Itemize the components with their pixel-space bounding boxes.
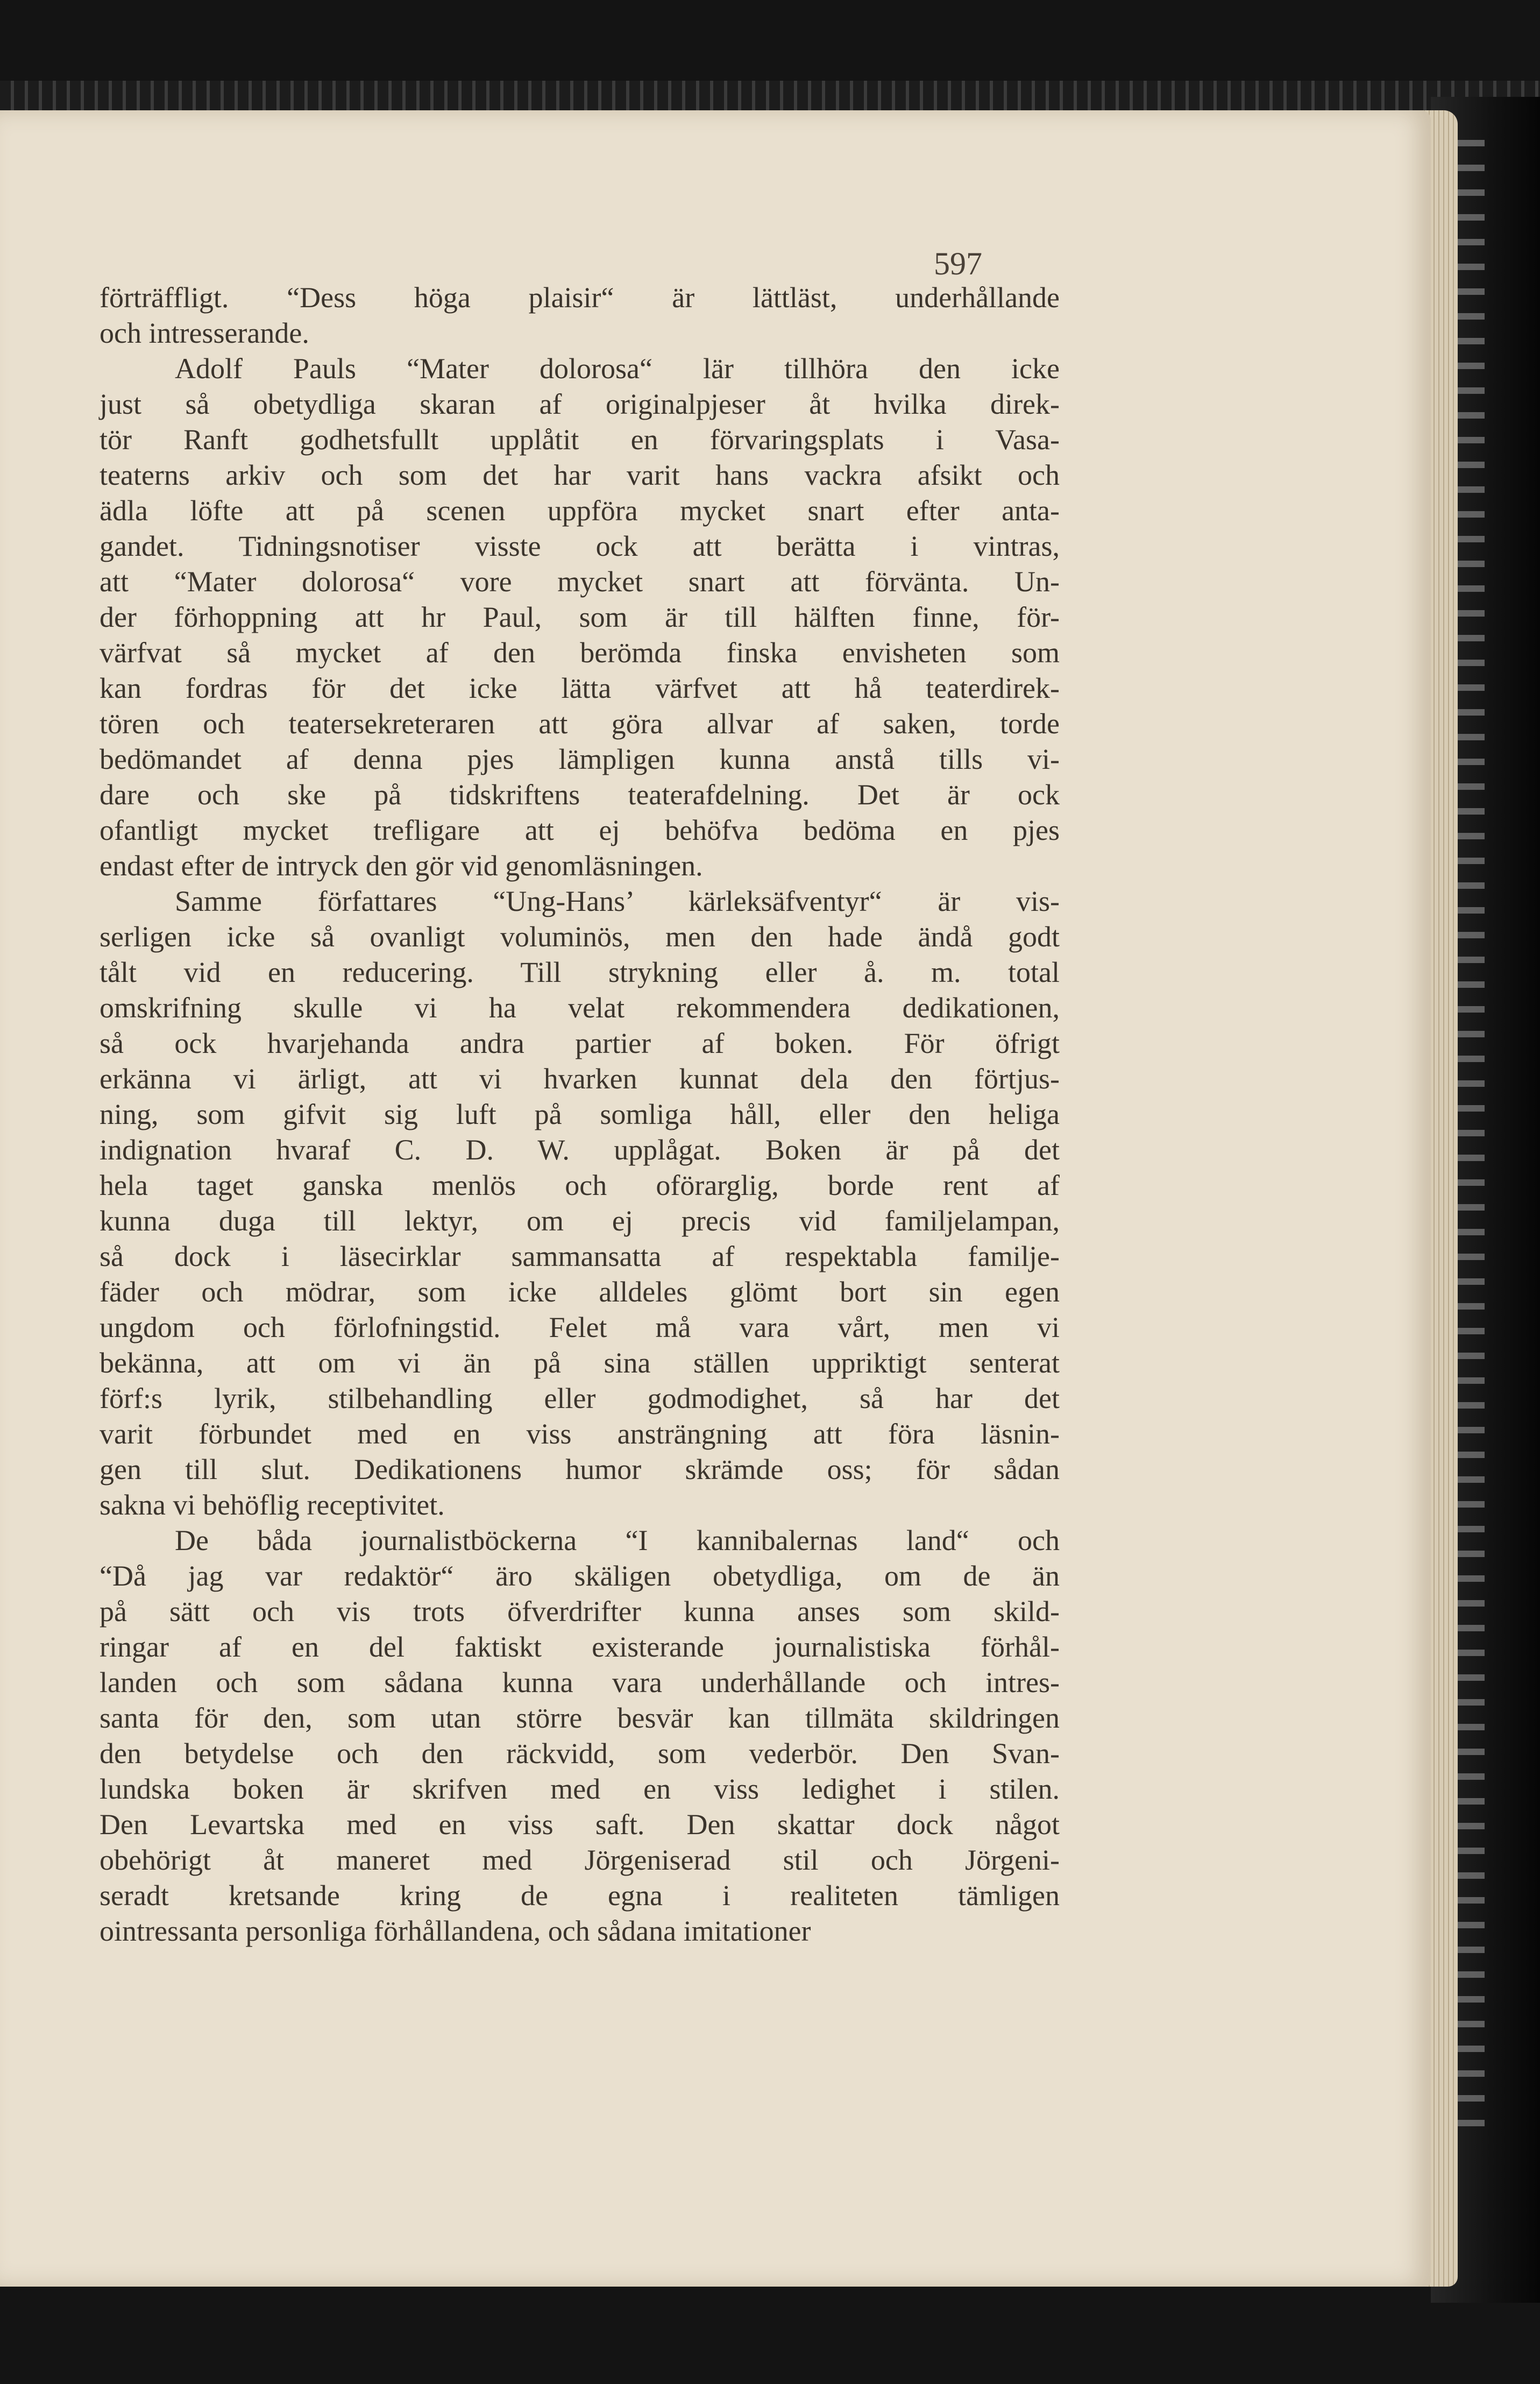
text-line: så ock hvarjehanda andra partier af boken. För öfrigt bbox=[100, 1027, 1060, 1059]
text-line: seradt kretsande kring de egna i realiteten tämligen bbox=[100, 1879, 1060, 1912]
text-line: den betydelse och den räckvidd, som vederbör. Den Svan- bbox=[100, 1737, 1060, 1770]
text-line: att “Mater dolorosa“ vore mycket snart att förvänta. Un- bbox=[100, 565, 1060, 598]
text-line: på sätt och vis trots öfverdrifter kunna anses som skild- bbox=[100, 1595, 1060, 1628]
text-line: ringar af en del faktiskt existerande journalistiska förhål- bbox=[100, 1631, 1060, 1663]
text-line: och intresserande. bbox=[100, 317, 309, 349]
text-line: hela taget ganska menlös och oförarglig, borde rent af bbox=[100, 1169, 1060, 1201]
text-line: fäder och mödrar, som icke alldeles glömt bort sin egen bbox=[100, 1276, 1060, 1308]
text-line: Samme författares “Ung-Hans’ kärleksäfventyr“ är vis- bbox=[175, 885, 1060, 917]
text-line: “Då jag var redaktör“ äro skäligen obetydliga, om de än bbox=[100, 1560, 1060, 1592]
text-line: ointressanta personliga förhållandena, och sådana imitationer bbox=[100, 1915, 811, 1947]
text-line: bedömandet af denna pjes lämpligen kunna anstå tills vi- bbox=[100, 743, 1060, 775]
text-line: varit förbundet med en viss ansträngning att föra läsnin- bbox=[100, 1418, 1060, 1450]
text-line: bekänna, att om vi än på sina ställen uppriktigt senterat bbox=[100, 1347, 1060, 1379]
text-line: Adolf Pauls “Mater dolorosa“ lär tillhöra den icke bbox=[175, 352, 1060, 385]
text-line: sakna vi behöflig receptivitet. bbox=[100, 1489, 445, 1521]
text-line: värfvat så mycket af den berömda finska envisheten som bbox=[100, 636, 1060, 669]
text-line: lundska boken är skrifven med en viss ledighet i stilen. bbox=[100, 1773, 1060, 1805]
text-line: teaterns arkiv och som det har varit hans vackra afsikt och bbox=[100, 459, 1060, 491]
text-line: omskrifning skulle vi ha velat rekommendera dedikationen, bbox=[100, 992, 1060, 1024]
text-line: ofantligt mycket trefligare att ej behöfva bedöma en pjes bbox=[100, 814, 1060, 846]
text-line: förträffligt. “Dess höga plaisir“ är lättläst, underhållande bbox=[100, 281, 1060, 314]
text-line: der förhoppning att hr Paul, som är till hälften finne, för- bbox=[100, 601, 1060, 633]
text-line: De båda journalistböckerna “I kannibalernas land“ och bbox=[175, 1524, 1060, 1557]
text-line: landen och som sådana kunna vara underhållande och intres- bbox=[100, 1666, 1060, 1699]
text-line: tören och teatersekreteraren att göra allvar af saken, torde bbox=[100, 708, 1060, 740]
text-line: obehörigt åt maneret med Jörgeniserad stil och Jörgeni- bbox=[100, 1844, 1060, 1876]
text-line: ädla löfte att på scenen uppföra mycket snart efter anta- bbox=[100, 494, 1060, 527]
spine-ornament bbox=[1455, 140, 1485, 2131]
text-line: santa för den, som utan större besvär kan tillmäta skildringen bbox=[100, 1702, 1060, 1734]
text-line: så dock i läsecirklar sammansatta af respektabla familje- bbox=[100, 1240, 1060, 1272]
text-line: tålt vid en reducering. Till strykning eller å. m. total bbox=[100, 956, 1060, 988]
text-line: serligen icke så ovanligt voluminös, men den hade ändå godt bbox=[100, 921, 1060, 953]
page-number: 597 bbox=[934, 246, 982, 281]
text-line: tör Ranft godhetsfullt upplåtit en förvaringsplats i Vasa- bbox=[100, 423, 1060, 456]
body-text bbox=[100, 280, 1060, 1949]
text-line: förf:s lyrik, stilbehandling eller godmodighet, så har det bbox=[100, 1382, 1060, 1414]
text-line: erkänna vi ärligt, att vi hvarken kunnat dela den förtjus- bbox=[100, 1063, 1060, 1095]
text-line: kan fordras för det icke lätta värfvet att hå teaterdirek- bbox=[100, 672, 1060, 704]
text-line: kunna duga till lektyr, om ej precis vid familjelampan, bbox=[100, 1205, 1060, 1237]
text-line: endast efter de intryck den gör vid genomläsningen. bbox=[100, 850, 703, 882]
text-line: just så obetydliga skaran af originalpjeser åt hvilka direk- bbox=[100, 388, 1060, 420]
text-line: ning, som gifvit sig luft på somliga håll, eller den heliga bbox=[100, 1098, 1060, 1130]
text-line: Den Levartska med en viss saft. Den skattar dock något bbox=[100, 1808, 1060, 1841]
text-line: indignation hvaraf C. D. W. upplågat. Boken är på det bbox=[100, 1134, 1060, 1166]
text-line: gen till slut. Dedikationens humor skrämde oss; för sådan bbox=[100, 1453, 1060, 1485]
text-line: ungdom och förlofningstid. Felet må vara vårt, men vi bbox=[100, 1311, 1060, 1343]
text-line: gandet. Tidningsnotiser visste ock att berätta i vintras, bbox=[100, 530, 1060, 562]
text-line: dare och ske på tidskriftens teaterafdelning. Det är ock bbox=[100, 779, 1060, 811]
